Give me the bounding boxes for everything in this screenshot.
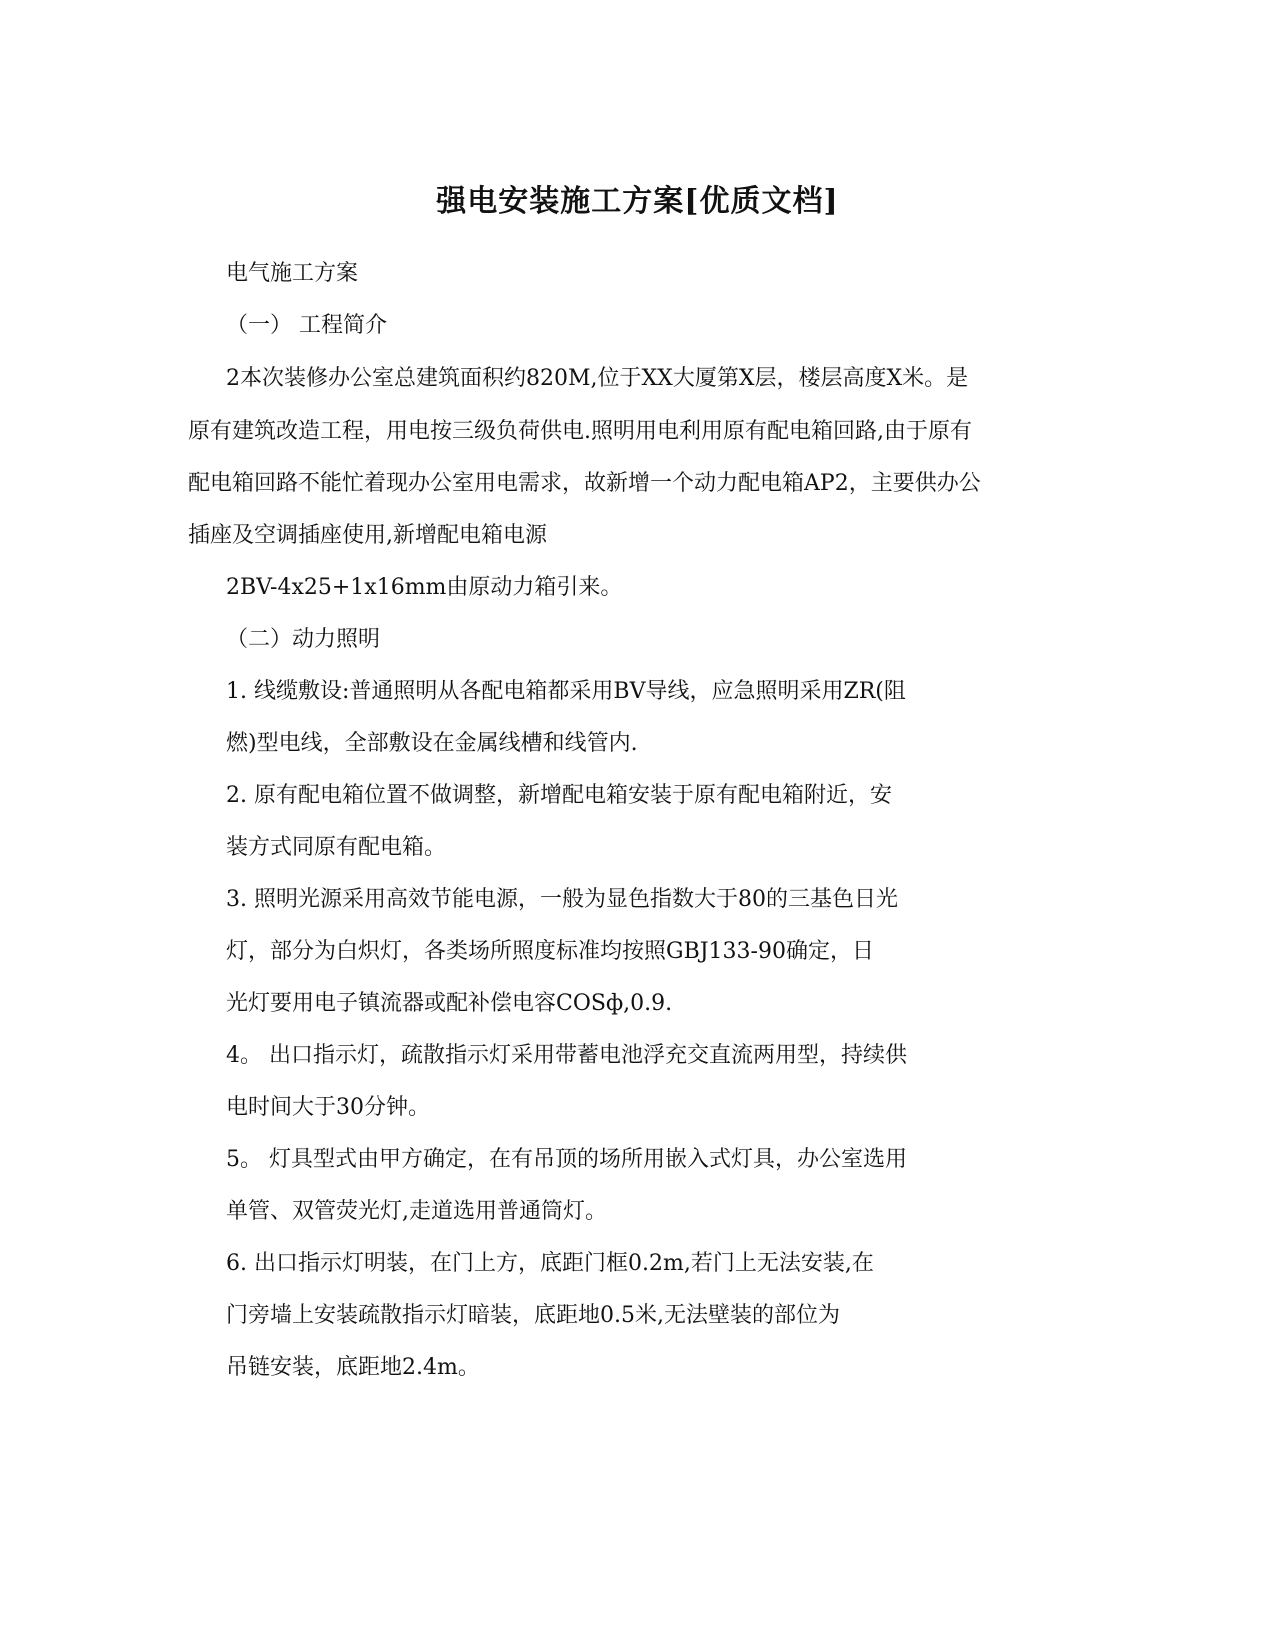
- list-item-line: 5。 灯具型式由甲方确定，在有吊顶的场所用嵌入式灯具，办公室选用: [226, 1147, 907, 1172]
- document-title: 强电安装施工方案[优质文档]: [436, 184, 839, 219]
- list-item-line: 灯，部分为白炽灯，各类场所照度标准均按照GBJ133-90确定，日: [226, 939, 874, 964]
- paragraph-line: 2本次装修办公室总建筑面积约820M,位于XX大厦第X层，楼层高度X米。是: [226, 366, 969, 391]
- section-heading: 电气施工方案: [226, 261, 359, 286]
- list-item-line: 吊链安装，底距地2.4m。: [226, 1355, 480, 1380]
- paragraph-line: 插座及空调插座使用,新增配电箱电源: [188, 523, 547, 548]
- list-item-line: 电时间大于30分钟。: [226, 1095, 430, 1120]
- paragraph-line: 2BV-4x25+1x16mm由原动力箱引来。: [226, 575, 623, 600]
- list-item-line: 2. 原有配电箱位置不做调整，新增配电箱安装于原有配电箱附近，安: [226, 783, 892, 808]
- paragraph-line: 原有建筑改造工程，用电按三级负荷供电.照明用电利用原有配电箱回路,由于原有: [188, 419, 972, 444]
- list-item-line: 1. 线缆敷设:普通照明从各配电箱都采用BV导线，应急照明采用ZR(阻: [226, 679, 906, 704]
- list-item-line: 光灯要用电子镇流器或配补偿电容COSф,0.9.: [226, 991, 673, 1016]
- list-item-line: 门旁墙上安装疏散指示灯暗装，底距地0.5米,无法壁装的部位为: [226, 1303, 840, 1328]
- list-item-line: 燃)型电线，全部敷设在金属线槽和线管内.: [226, 731, 638, 756]
- list-item-line: 装方式同原有配电箱。: [226, 835, 447, 860]
- list-item-line: 6. 出口指示灯明装，在门上方，底距门框0.2m,若门上无法安装,在: [226, 1251, 874, 1276]
- subsection-heading: （二）动力照明: [226, 627, 381, 652]
- list-item-line: 4。 出口指示灯，疏散指示灯采用带蓄电池浮充交直流两用型，持续供: [226, 1043, 907, 1068]
- list-item-line: 单管、双管荧光灯,走道选用普通筒灯。: [226, 1199, 607, 1224]
- subsection-heading: （一） 工程简介: [226, 313, 387, 338]
- list-item-line: 3. 照明光源采用高效节能电源，一般为显色指数大于80的三基色日光: [226, 887, 898, 912]
- paragraph-line: 配电箱回路不能忙着现办公室用电需求，故新增一个动力配电箱AP2，主要供办公: [188, 471, 981, 496]
